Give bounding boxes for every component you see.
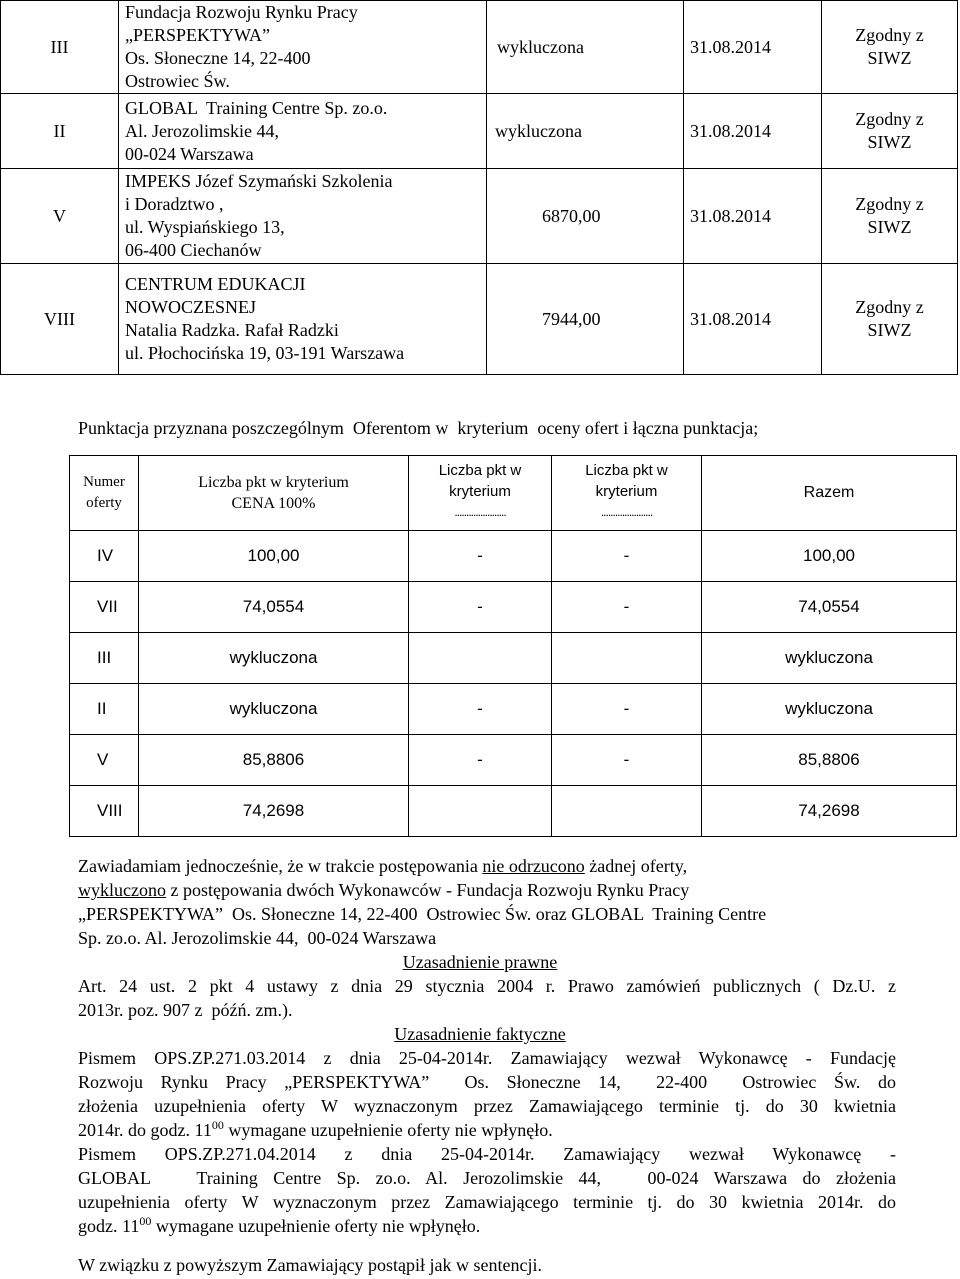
score-total: 74,2698 — [702, 786, 957, 837]
score-price: 74,2698 — [139, 786, 409, 837]
offer-contractor: CENTRUM EDUKACJI NOWOCZESNEJ Natalia Radzka. Rafał Radzki ul. Płochocińska 19, 03-191 Warszawa — [119, 264, 487, 375]
score-price: wykluczona — [139, 633, 409, 684]
scores-intro: Punktacja przyznana poszczególnym Oferentom w kryterium oceny ofert i łączna punktacja; — [78, 418, 759, 438]
score-criterion-2: - — [409, 684, 552, 735]
offer-status: wykluczona — [487, 1, 684, 94]
score-row — [70, 633, 957, 684]
offer-number: V — [1, 169, 119, 264]
score-criterion-2: - — [409, 531, 552, 582]
score-criterion-2 — [409, 786, 552, 837]
header-price-criterion: Liczba pkt w kryterium CENA 100% — [139, 456, 409, 531]
scores-table — [69, 455, 957, 837]
score-offer-number: V — [70, 735, 139, 786]
score-price: 100,00 — [139, 531, 409, 582]
offer-date: 31.08.2014 — [684, 94, 822, 169]
legal-line-2: 2013r. poz. 907 z późń. zm.). — [78, 1000, 293, 1020]
not-rejected-text: nie odrzucono — [482, 856, 585, 876]
offer-date: 31.08.2014 — [684, 1, 822, 94]
offer-compliance: Zgodny z SIWZ — [822, 94, 958, 169]
offer-row — [1, 1, 958, 94]
score-total: 74,0554 — [702, 582, 957, 633]
score-offer-number: III — [70, 633, 139, 684]
header-total: Razem — [702, 456, 957, 531]
offer-row — [1, 169, 958, 264]
score-criterion-3 — [552, 786, 702, 837]
score-row — [70, 531, 957, 582]
score-criterion-2 — [409, 633, 552, 684]
offer-status: 7944,00 — [487, 264, 684, 375]
score-criterion-3: - — [552, 582, 702, 633]
notice-line-2: wykluczono z postępowania dwóch Wykonawców - Fundacja Rozwoju Rynku Pracy — [78, 880, 690, 900]
offer-row — [1, 264, 958, 375]
legal-line-1: Art. 24 ust. 2 pkt 4 ustawy z dnia 29 stycznia 2004 r. Prawo zamówień publicznych ( Dz.U. z — [78, 976, 896, 996]
offers-table — [0, 0, 958, 375]
score-total: 85,8806 — [702, 735, 957, 786]
score-criterion-2: - — [409, 582, 552, 633]
notice-line-4: Sp. zo.o. Al. Jerozolimskie 44, 00-024 Warszawa — [78, 928, 437, 948]
offer-number: II — [1, 94, 119, 169]
header-criterion-2: Liczba pkt w kryterium ...................... — [409, 456, 552, 531]
notice-line-1: Zawiadamiam jednocześnie, że w trakcie postępowania nie odrzucono żadnej oferty, — [78, 856, 688, 876]
offer-date: 31.08.2014 — [684, 264, 822, 375]
score-criterion-2: - — [409, 735, 552, 786]
score-offer-number: VIII — [70, 786, 139, 837]
offer-compliance: Zgodny z SIWZ — [822, 1, 958, 94]
score-row — [70, 684, 957, 735]
factual-line-7: uzupełnienia oferty W wyznaczonym przez Zamawiającego terminie tj. do 30 kwietnia 2014r. do — [78, 1192, 896, 1212]
offer-date: 31.08.2014 — [684, 169, 822, 264]
score-offer-number: II — [70, 684, 139, 735]
score-criterion-3: - — [552, 531, 702, 582]
offer-compliance: Zgodny z SIWZ — [822, 264, 958, 375]
scores-header-row — [70, 456, 957, 531]
score-total: wykluczona — [702, 684, 957, 735]
score-price: wykluczona — [139, 684, 409, 735]
excluded-text: wykluczono — [78, 880, 166, 900]
offer-number: III — [1, 1, 119, 94]
score-total: wykluczona — [702, 633, 957, 684]
score-criterion-3: - — [552, 735, 702, 786]
factual-line-3: złożenia uzupełnienia oferty W wyznaczonym przez Zamawiającego terminie tj. do 30 kwietnia — [78, 1096, 896, 1116]
score-row — [70, 582, 957, 633]
offer-row — [1, 94, 958, 169]
score-price: 85,8806 — [139, 735, 409, 786]
offer-number: VIII — [1, 264, 119, 375]
conclusion: W związku z powyższym Zamawiający postąpił jak w sentencji. — [78, 1255, 543, 1275]
header-criterion-3: Liczba pkt w kryterium ...................... — [552, 456, 702, 531]
factual-line-2: Rozwoju Rynku Pracy „PERSPEKTYWA” Os. Słoneczne 14, 22-400 Ostrowiec Św. do — [78, 1072, 896, 1092]
factual-line-1: Pismem OPS.ZP.271.03.2014 z dnia 25-04-2014r. Zamawiający wezwał Wykonawcę - Fundację — [78, 1048, 896, 1068]
notice-line-3: „PERSPEKTYWA” Os. Słoneczne 14, 22-400 Ostrowiec Św. oraz GLOBAL Training Centre — [78, 904, 767, 924]
offer-status: wykluczona — [487, 94, 684, 169]
header-offer-no: Numer oferty — [70, 456, 139, 531]
offer-contractor: GLOBAL Training Centre Sp. zo.o. Al. Jerozolimskie 44, 00-024 Warszawa — [119, 94, 487, 169]
offer-status: 6870,00 — [487, 169, 684, 264]
factual-line-4: 2014r. do godz. $11^{00}$ wymagane uzupełnienie oferty nie wpłynęło. — [78, 1118, 553, 1140]
offer-compliance: Zgodny z SIWZ — [822, 169, 958, 264]
score-criterion-3 — [552, 633, 702, 684]
score-criterion-3: - — [552, 684, 702, 735]
score-row — [70, 786, 957, 837]
offer-contractor: Fundacja Rozwoju Rynku Pracy „PERSPEKTYWA” Os. Słoneczne 14, 22-400 Ostrowiec Św. — [119, 1, 487, 94]
legal-heading: Uzasadnienie prawne — [402, 952, 558, 972]
score-row — [70, 735, 957, 786]
score-total: 100,00 — [702, 531, 957, 582]
score-offer-number: VII — [70, 582, 139, 633]
factual-line-8: godz. $11^{00}$ wymagane uzupełnienie oferty nie wpłynęło. — [78, 1214, 481, 1236]
factual-line-5: Pismem OPS.ZP.271.04.2014 z dnia 25-04-2014r. Zamawiający wezwał Wykonawcę - — [78, 1144, 896, 1164]
factual-heading: Uzasadnienie faktyczne — [394, 1024, 566, 1044]
factual-line-6: GLOBAL Training Centre Sp. zo.o. Al. Jerozolimskie 44, 00-024 Warszawa do złożenia — [78, 1168, 896, 1188]
score-price: 74,0554 — [139, 582, 409, 633]
offer-contractor: IMPEKS Józef Szymański Szkolenia i Doradztwo , ul. Wyspiańskiego 13, 06-400 Ciechanów — [119, 169, 487, 264]
score-offer-number: IV — [70, 531, 139, 582]
